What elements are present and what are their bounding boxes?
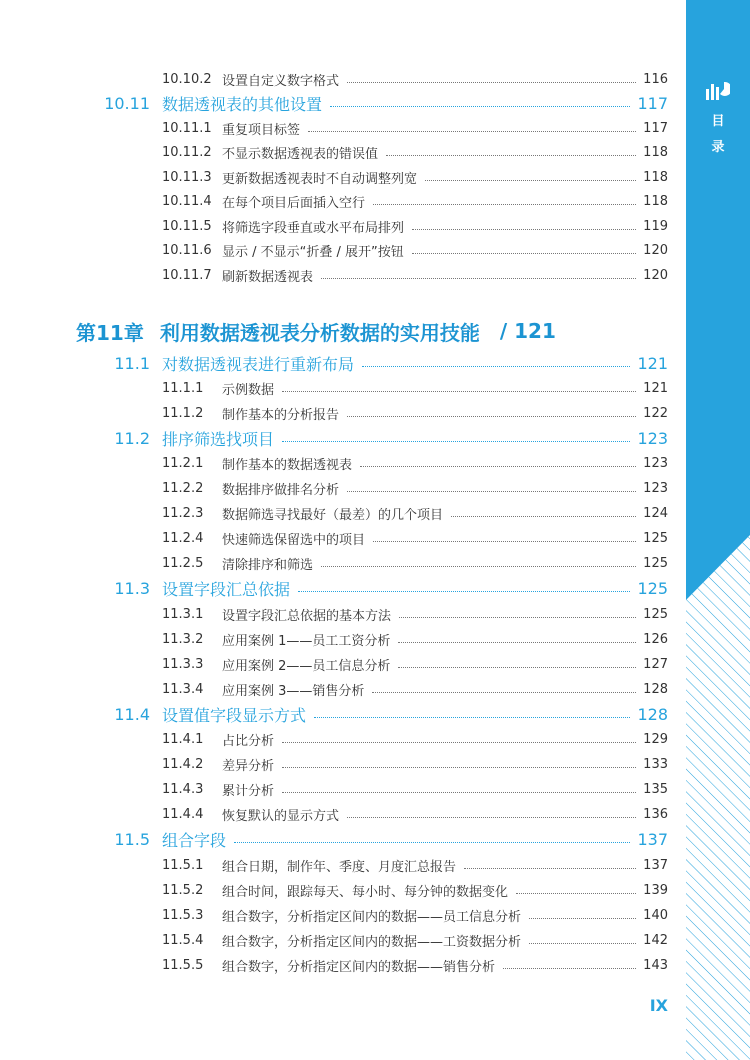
chapter-title: 利用数据透视表分析数据的实用技能 <box>159 320 480 345</box>
toc-subsection-entry[interactable] <box>162 553 668 575</box>
toc-subsection-entry[interactable] <box>162 117 668 139</box>
entry-number: 11.5 <box>114 830 150 850</box>
toc-subsection-entry[interactable] <box>162 954 668 976</box>
entry-page: 125 <box>643 556 668 572</box>
leader-dots <box>234 842 630 843</box>
entry-page: 117 <box>643 120 668 136</box>
leader-dots <box>399 617 636 618</box>
entry-page: 123 <box>643 481 668 496</box>
entry-title: 恢复默认的显示方式 <box>222 809 340 825</box>
entry-number: 11.5.3 <box>162 907 204 923</box>
leader-dots <box>282 391 636 392</box>
entry-title: 设置自定义数字格式 <box>222 73 340 89</box>
entry-page: 118 <box>643 194 668 209</box>
leader-dots <box>398 642 636 643</box>
entry-title: 组合数字，分析指定区间内的数据——工资数据分析 <box>222 934 522 950</box>
entry-title: 数据排序做排名分析 <box>222 483 340 498</box>
chart-icon <box>706 78 730 100</box>
toc-subsection-entry[interactable] <box>162 603 668 625</box>
entry-number: 11.3.4 <box>162 681 204 697</box>
entry-number: 10.11.4 <box>162 194 212 209</box>
leader-dots <box>321 278 636 279</box>
leader-dots <box>330 106 630 107</box>
entry-number: 10.11 <box>104 94 150 113</box>
toc-subsection-entry[interactable] <box>162 503 668 525</box>
entry-page: 123 <box>637 428 668 448</box>
entry-page: 127 <box>643 656 668 672</box>
entry-title: 制作基本的分析报告 <box>222 407 340 423</box>
leader-dots <box>298 591 630 592</box>
entry-number: 11.3.1 <box>162 606 204 622</box>
entry-title: 重复项目标签 <box>222 122 301 138</box>
entry-number: 10.11.2 <box>162 145 212 160</box>
toc-section-entry[interactable] <box>96 93 668 115</box>
toc-subsection-entry[interactable] <box>162 904 668 926</box>
entry-number: 11.2.1 <box>162 455 204 471</box>
entry-page: 119 <box>643 218 668 234</box>
entry-title: 数据筛选寻找最好（最差）的几个项目 <box>222 508 444 524</box>
entry-title: 数据透视表的其他设置 <box>162 95 323 114</box>
entry-page: 117 <box>637 94 668 113</box>
leader-dots <box>529 943 636 944</box>
entry-number: 11.5.1 <box>162 857 204 873</box>
leader-dots <box>314 717 630 718</box>
leader-dots <box>464 868 636 869</box>
entry-page: 118 <box>643 169 668 185</box>
toc-subsection-entry[interactable] <box>162 879 668 901</box>
entry-title: 清除排序和筛选 <box>222 558 314 574</box>
toc-section-entry[interactable] <box>96 578 668 600</box>
entry-number: 10.11.1 <box>162 120 212 136</box>
entry-page: 123 <box>643 455 668 471</box>
entry-title: 制作基本的数据透视表 <box>222 457 353 473</box>
toc-subsection-entry[interactable] <box>162 628 668 650</box>
leader-dots <box>308 131 636 132</box>
entry-number: 11.4.4 <box>162 807 204 823</box>
entry-title: 更新数据透视表时不自动调整列宽 <box>222 171 418 187</box>
entry-title: 显示 / 不显示“折叠 / 展开”按钮 <box>222 245 404 260</box>
entry-title: 将筛选字段垂直或水平布局排列 <box>222 220 405 236</box>
toc-section-entry[interactable] <box>96 829 668 851</box>
entry-page: 120 <box>643 267 668 283</box>
toc-section-entry[interactable] <box>96 703 668 725</box>
entry-title: 刷新数据透视表 <box>222 269 314 285</box>
entry-page: 128 <box>637 704 668 724</box>
entry-page: 129 <box>643 732 668 747</box>
entry-number: 11.4.3 <box>162 782 204 798</box>
entry-page: 136 <box>643 807 668 823</box>
toc-section-entry[interactable] <box>96 352 668 374</box>
leader-dots <box>373 204 636 205</box>
entry-page: 135 <box>643 782 668 798</box>
entry-number: 11.2.5 <box>162 556 204 572</box>
entry-title: 组合数字，分析指定区间内的数据——销售分析 <box>222 959 496 975</box>
entry-page: 126 <box>643 631 668 647</box>
toc-subsection-entry[interactable] <box>162 264 668 286</box>
leader-dots <box>451 516 636 517</box>
entry-title: 组合字段 <box>162 831 227 851</box>
toc-subsection-entry[interactable] <box>162 653 668 675</box>
entry-page: 122 <box>643 405 668 421</box>
leader-dots <box>373 541 636 542</box>
entry-page: 121 <box>637 353 668 373</box>
entry-title: 占比分析 <box>222 734 275 749</box>
leader-dots <box>372 692 636 693</box>
entry-number: 11.5.4 <box>162 932 204 948</box>
entry-page: 139 <box>643 882 668 898</box>
entry-number: 11.2.4 <box>162 531 204 547</box>
leader-dots <box>321 566 636 567</box>
entry-number: 11.2.3 <box>162 506 204 522</box>
toc-subsection-entry[interactable] <box>162 478 668 500</box>
chapter-heading[interactable] <box>76 316 556 346</box>
leader-dots <box>347 817 636 818</box>
entry-number: 11.5.5 <box>162 957 204 973</box>
leader-dots <box>347 82 636 83</box>
entry-title: 设置值字段显示方式 <box>162 705 307 725</box>
toc-subsection-entry[interactable] <box>162 240 668 262</box>
entry-title: 不显示数据透视表的错误值 <box>222 147 379 162</box>
toc-subsection-entry[interactable] <box>162 804 668 826</box>
entry-title: 组合时间，跟踪每天、每小时、每分钟的数据变化 <box>222 884 509 900</box>
entry-number: 10.11.3 <box>162 169 212 185</box>
entry-number: 11.2.2 <box>162 481 204 496</box>
toc-subsection-entry[interactable] <box>162 402 668 424</box>
leader-dots <box>282 767 636 768</box>
toc-subsection-entry[interactable] <box>162 754 668 776</box>
leader-dots <box>516 893 636 894</box>
entry-page: 125 <box>643 606 668 622</box>
entry-page: 140 <box>643 907 668 923</box>
entry-page: 128 <box>643 681 668 697</box>
entry-number: 11.1 <box>114 353 150 373</box>
entry-title: 设置字段汇总依据的基本方法 <box>222 608 392 624</box>
entry-number: 11.3.2 <box>162 631 204 647</box>
toc-subsection-entry[interactable] <box>162 142 668 164</box>
leader-dots <box>412 229 636 230</box>
leader-dots <box>360 466 636 467</box>
entry-number: 11.3 <box>114 579 150 599</box>
toc-subsection-entry[interactable] <box>162 779 668 801</box>
leader-dots <box>386 155 636 156</box>
toc-subsection-entry[interactable] <box>162 854 668 876</box>
entry-number: 11.3.3 <box>162 656 204 672</box>
leader-dots <box>529 918 636 919</box>
toc-subsection-entry[interactable] <box>162 678 668 700</box>
leader-dots <box>282 742 636 743</box>
entry-title: 示例数据 <box>222 382 275 398</box>
entry-number: 11.4.1 <box>162 732 204 747</box>
entry-page: 133 <box>643 757 668 773</box>
entry-page: 143 <box>643 957 668 973</box>
entry-number: 11.4 <box>114 704 150 724</box>
entry-number: 10.11.6 <box>162 243 212 258</box>
page-number: IX <box>649 996 668 1015</box>
toc-subsection-entry[interactable] <box>162 377 668 399</box>
entry-title: 应用案例 3——销售分析 <box>222 683 365 699</box>
entry-title: 在每个项目后面插入空行 <box>222 196 366 211</box>
leader-dots <box>282 792 636 793</box>
entry-page: 118 <box>643 145 668 160</box>
toc-subsection-entry[interactable] <box>162 215 668 237</box>
entry-number: 11.1.1 <box>162 380 204 396</box>
toc-subsection-entry[interactable] <box>162 68 668 90</box>
toc-subsection-entry[interactable] <box>162 528 668 550</box>
entry-number: 10.11.5 <box>162 218 212 234</box>
entry-page: 124 <box>643 506 668 522</box>
entry-title: 累计分析 <box>222 784 275 800</box>
entry-page: 121 <box>643 380 668 396</box>
entry-page: 142 <box>643 932 668 948</box>
leader-dots <box>398 667 636 668</box>
entry-title: 应用案例 2——员工信息分析 <box>222 658 391 674</box>
entry-page: 116 <box>643 71 668 87</box>
leader-dots <box>503 968 636 969</box>
chapter-number: 第11章 <box>76 320 144 345</box>
toc-subsection-entry[interactable] <box>162 452 668 474</box>
entry-page: 125 <box>643 531 668 547</box>
entry-number: 11.5.2 <box>162 882 204 898</box>
entry-number: 10.11.7 <box>162 267 212 283</box>
toc-section-entry[interactable] <box>96 427 668 449</box>
entry-title: 组合数字，分析指定区间内的数据——员工信息分析 <box>222 909 522 925</box>
leader-dots <box>347 491 636 492</box>
entry-number: 10.10.2 <box>162 71 212 87</box>
entry-number: 11.2 <box>114 428 150 448</box>
sidebar-background <box>686 0 750 1060</box>
toc-subsection-entry[interactable] <box>162 929 668 951</box>
sidebar-label-lu: 录 <box>711 140 725 155</box>
entry-title: 快速筛选保留选中的项目 <box>222 533 366 549</box>
entry-page: 125 <box>637 579 668 599</box>
entry-title: 差异分析 <box>222 759 275 775</box>
leader-dots <box>347 416 636 417</box>
chapter-page: / 121 <box>499 319 556 343</box>
entry-title: 设置字段汇总依据 <box>162 580 291 600</box>
leader-dots <box>282 441 630 442</box>
leader-dots <box>412 253 636 254</box>
sidebar-tab <box>686 0 750 1060</box>
entry-title: 对数据透视表进行重新布局 <box>162 354 355 374</box>
entry-number: 11.4.2 <box>162 757 204 773</box>
sidebar-label-mu: 目 <box>711 114 725 129</box>
toc-subsection-entry[interactable] <box>162 191 668 213</box>
entry-page: 137 <box>643 857 668 873</box>
entry-page: 137 <box>637 830 668 850</box>
toc-subsection-entry[interactable] <box>162 729 668 751</box>
entry-number: 11.1.2 <box>162 405 204 421</box>
leader-dots <box>362 366 630 367</box>
entry-title: 组合日期，制作年、季度、月度汇总报告 <box>222 859 457 875</box>
entry-title: 排序筛选找项目 <box>162 429 275 449</box>
entry-title: 应用案例 1——员工工资分析 <box>222 633 391 649</box>
toc-subsection-entry[interactable] <box>162 166 668 188</box>
entry-page: 120 <box>643 243 668 258</box>
leader-dots <box>425 180 636 181</box>
